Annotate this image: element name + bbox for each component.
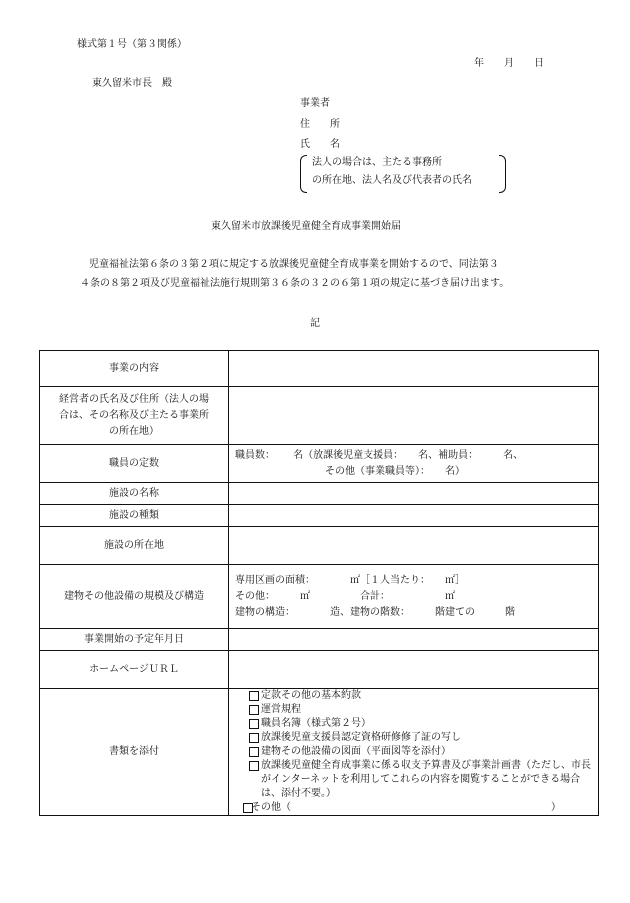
label-facility-location: 施設の所在地	[40, 527, 229, 565]
label-staff-quota: 職員の定数	[40, 445, 229, 483]
label-homepage-url: ホームページＵＲＬ	[40, 651, 229, 689]
row-facility-name	[40, 483, 599, 505]
field-staff-quota[interactable]	[229, 445, 599, 483]
field-homepage-url[interactable]	[229, 651, 599, 689]
addressee: 東久留米市長 殿	[92, 78, 172, 89]
applicant-business-label: 事業者	[300, 98, 330, 109]
label-facility-name: 施設の名称	[40, 483, 229, 505]
body-text-line2: ４条の８第２項及び児童福祉法施行規則第３６条の３２の６第１項の規定に基づき届け出ます。	[80, 278, 510, 289]
ki-heading: 記	[310, 318, 320, 329]
row-operator	[40, 387, 599, 445]
applicant-name-label: 氏 名	[300, 139, 340, 150]
staff-quota-line1: 職員数： 名（放課後児童支援員： 名、補助員： 名、	[235, 449, 524, 461]
attachment-checklist	[235, 689, 592, 815]
attachment-item: 職員名簿（様式第２号）	[235, 717, 592, 731]
attachment-item: 放課後児童支援員認定資格研修修了証の写し	[235, 731, 592, 745]
attachment-item: 運営規程	[235, 703, 592, 717]
checkbox[interactable]	[249, 747, 259, 757]
building-line1: 専用区画の面積： ㎡［１人当たり： ㎡］	[235, 574, 465, 586]
checkbox[interactable]	[249, 719, 259, 729]
checkbox[interactable]	[249, 733, 259, 743]
checkbox[interactable]	[249, 761, 259, 771]
left-bracket	[300, 155, 307, 193]
row-business-content	[40, 351, 599, 387]
row-facility-type	[40, 505, 599, 527]
field-facility-name[interactable]	[229, 483, 599, 505]
label-operator-line1: 経営者の氏名及び住所（法人の場	[59, 393, 209, 405]
label-building: 建物その他設備の規模及び構造	[40, 565, 229, 629]
building-line2: その他： ㎡ 合計： ㎡	[235, 590, 455, 602]
applicant-address-label: 住 所	[300, 119, 340, 130]
date-line: 年 月 日	[474, 58, 544, 69]
building-line3: 建物の構造： 造、建物の階数： 階建ての 階	[235, 606, 515, 618]
corporate-note-line1: 法人の場合は、主たる事務所	[312, 157, 442, 168]
form-number: 様式第１号（第３関係）	[77, 39, 187, 50]
label-operator-line3: の所在地）	[109, 425, 159, 437]
field-attachments	[229, 689, 599, 816]
label-business-content: 事業の内容	[40, 351, 229, 387]
row-attachments	[40, 689, 599, 816]
label-start-date: 事業開始の予定年月日	[40, 629, 229, 651]
label-attachments: 書類を添付	[40, 689, 229, 816]
field-facility-location[interactable]	[229, 527, 599, 565]
checkbox[interactable]	[249, 691, 259, 701]
staff-quota-line2: その他（事業職員等）： 名）	[325, 465, 465, 477]
right-bracket	[499, 155, 506, 193]
row-start-date	[40, 629, 599, 651]
label-facility-type: 施設の種類	[40, 505, 229, 527]
corporate-note-bracket	[300, 155, 506, 193]
field-start-date[interactable]	[229, 629, 599, 651]
checkbox[interactable]	[243, 803, 253, 813]
row-staff-quota	[40, 445, 599, 483]
notification-form-table	[39, 350, 599, 816]
label-operator	[40, 387, 229, 445]
row-facility-location	[40, 527, 599, 565]
attachment-item: 定款その他の基本約款	[235, 689, 592, 703]
document-title: 東久留米市放課後児童健全育成事業開始届	[211, 221, 401, 232]
attachment-item: 建物その他設備の図面（平面図等を添付）	[235, 745, 592, 759]
row-building	[40, 565, 599, 629]
field-building[interactable]	[229, 565, 599, 629]
attachment-item: 放課後児童健全育成事業に係る収支予算書及び事業計画書（ただし、市長がインターネットを利用してこれらの内容を閲覧することができる場合は、添付不要。）	[235, 759, 592, 801]
body-text-line1: 児童福祉法第６条の３第２項に規定する放課後児童健全育成事業を開始するので、同法第３	[89, 259, 499, 270]
checkbox[interactable]	[249, 705, 259, 715]
attachment-item-other: その他（ ）	[235, 801, 592, 815]
field-operator[interactable]	[229, 387, 599, 445]
field-business-content[interactable]	[229, 351, 599, 387]
field-facility-type[interactable]	[229, 505, 599, 527]
row-homepage-url	[40, 651, 599, 689]
corporate-note-line2: の所在地、法人名及び代表者の氏名	[312, 175, 472, 186]
label-operator-line2: 合は、その名称及び主たる事業所	[59, 409, 209, 421]
